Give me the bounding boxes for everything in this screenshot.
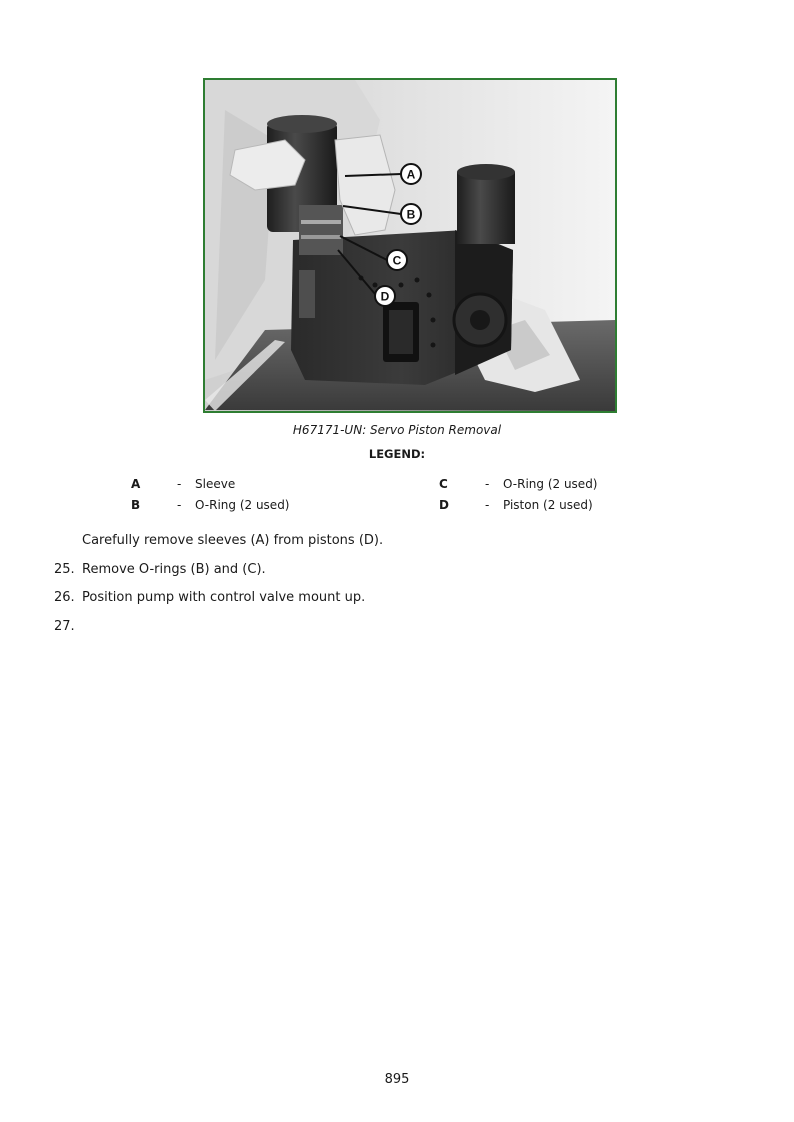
callout-d-label: D bbox=[380, 289, 390, 304]
step-text: Remove O-rings (B) and (C). bbox=[82, 562, 266, 577]
legend-dash: - bbox=[485, 477, 490, 491]
legend-key: B bbox=[131, 498, 141, 512]
legend-dash: - bbox=[485, 498, 490, 512]
callout-b-label: B bbox=[406, 207, 416, 222]
page-number: 895 bbox=[384, 1072, 410, 1087]
legend-desc: Piston (2 used) bbox=[503, 498, 593, 512]
legend-desc: Sleeve bbox=[195, 477, 236, 491]
legend-key: A bbox=[131, 477, 141, 491]
step-text: Position pump with control valve mount up. bbox=[82, 590, 366, 605]
intro-paragraph: Carefully remove sleeves (A) from pistons (D). bbox=[82, 533, 384, 548]
legend-title: LEGEND: bbox=[368, 447, 426, 461]
step-number: 26. bbox=[54, 590, 75, 605]
step-number: 25. bbox=[54, 562, 75, 577]
legend-item-c bbox=[439, 476, 659, 492]
legend-key: C bbox=[439, 477, 448, 491]
legend-item-b bbox=[131, 497, 351, 513]
servo-piston-photo bbox=[205, 80, 615, 411]
callout-a-label: A bbox=[406, 167, 416, 182]
callout-c-label: C bbox=[392, 253, 402, 268]
legend-dash: - bbox=[177, 498, 182, 512]
callout-c bbox=[387, 250, 407, 270]
callout-d bbox=[375, 286, 395, 306]
legend-desc: O-Ring (2 used) bbox=[503, 477, 598, 491]
legend-item-d bbox=[439, 497, 659, 513]
legend-desc: O-Ring (2 used) bbox=[195, 498, 290, 512]
legend-key: D bbox=[439, 498, 449, 512]
figure-photo-frame bbox=[203, 78, 617, 413]
legend-item-a bbox=[131, 476, 351, 492]
figure-caption: H67171-UN: Servo Piston Removal bbox=[292, 423, 502, 437]
step-number: 27. bbox=[54, 619, 75, 634]
legend-dash: - bbox=[177, 477, 182, 491]
callout-b bbox=[401, 204, 421, 224]
callout-a bbox=[401, 164, 421, 184]
